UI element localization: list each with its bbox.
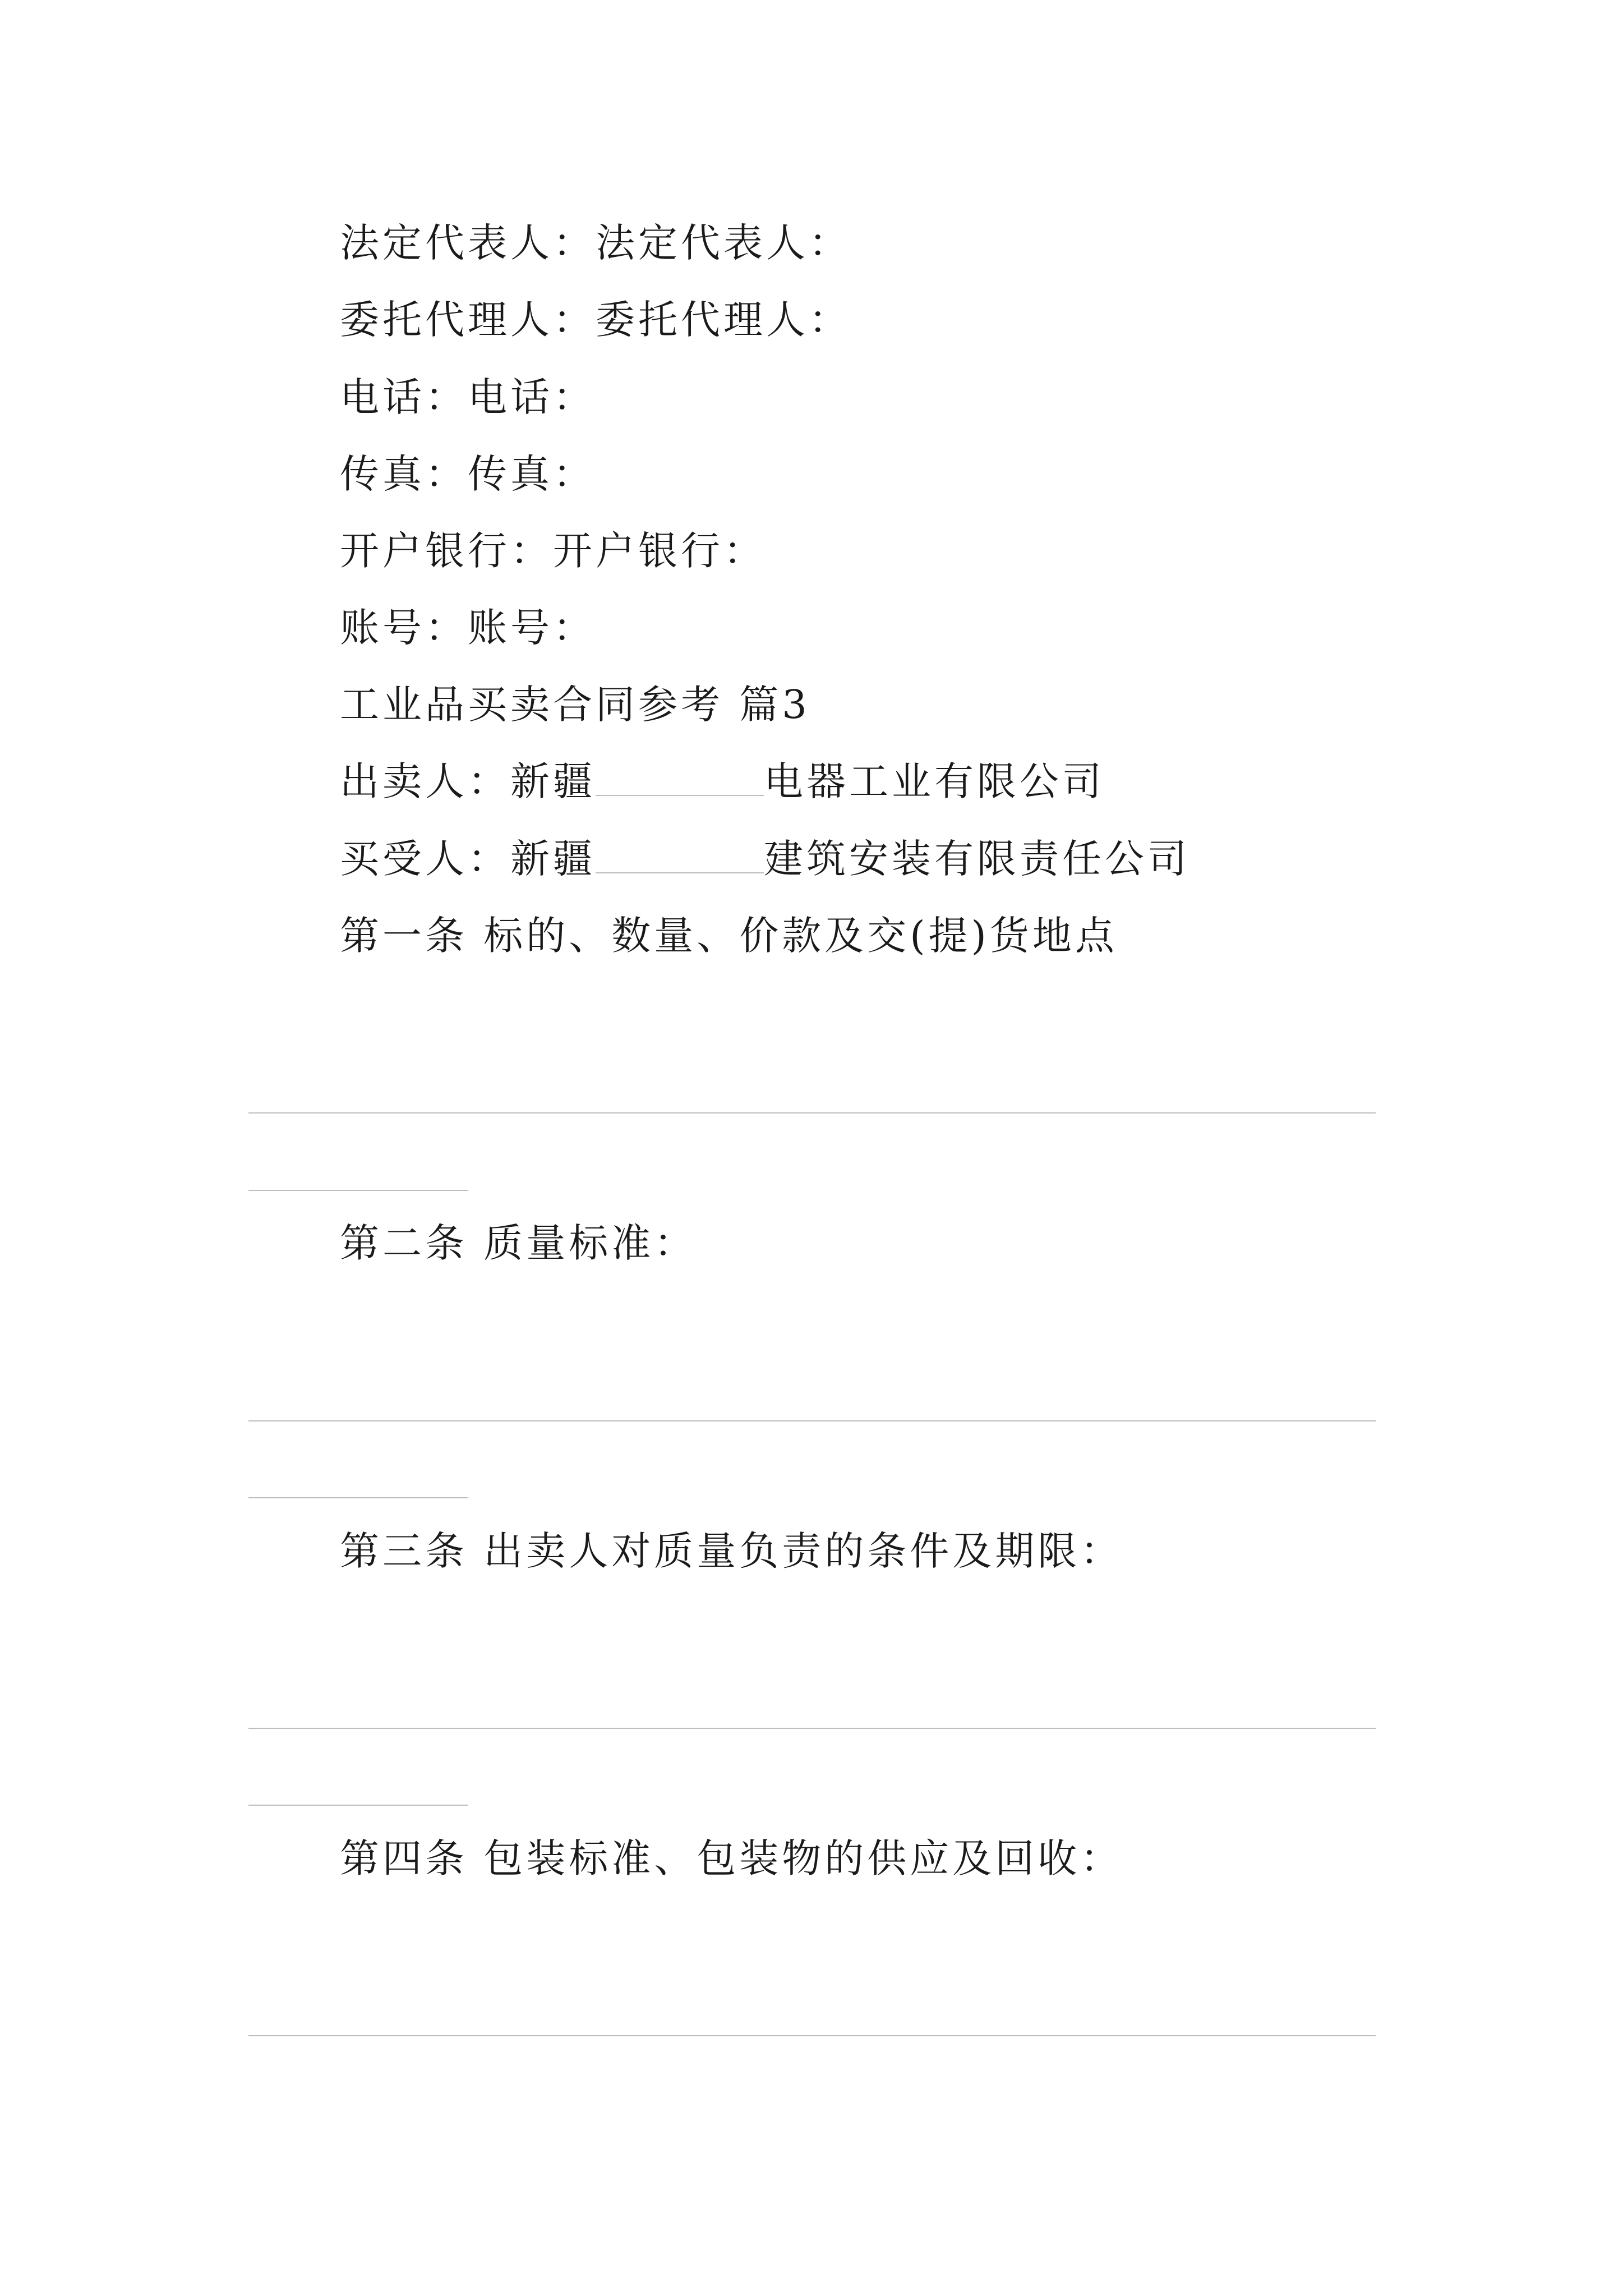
article-2: 第二条 质量标准： — [340, 1220, 697, 1266]
section-heading: 工业品买卖合同参考 篇3 — [340, 682, 810, 728]
authorized-agent-line: 委托代理人：委托代理人： — [340, 297, 851, 343]
fill-line-short — [248, 1497, 468, 1498]
buyer-line — [340, 834, 1190, 884]
phone-line: 电话：电话： — [340, 374, 596, 420]
seller-blank — [596, 761, 764, 796]
fill-line-long — [248, 1728, 1376, 1729]
fill-line-short — [248, 1805, 468, 1806]
article-1: 第一条 标的、数量、价款及交(提)货地点 — [340, 913, 1118, 959]
fill-line-long — [248, 2035, 1376, 2036]
fill-line-short — [248, 1190, 468, 1191]
article-3: 第三条 出卖人对质量负责的条件及期限： — [340, 1528, 1123, 1574]
legal-representative-line: 法定代表人：法定代表人： — [340, 220, 851, 266]
fill-line-long — [248, 1112, 1376, 1114]
buyer-suffix: 建筑安装有限责任公司 — [764, 836, 1190, 882]
bank-line: 开户银行：开户银行： — [340, 528, 766, 574]
buyer-prefix: 买受人：新疆 — [340, 836, 596, 882]
seller-suffix: 电器工业有限公司 — [764, 758, 1105, 804]
account-line: 账号：账号： — [340, 605, 596, 651]
seller-prefix: 出卖人：新疆 — [340, 758, 596, 804]
seller-line — [340, 756, 1105, 807]
article-4: 第四条 包装标准、包装物的供应及回收： — [340, 1835, 1123, 1881]
fax-line: 传真：传真： — [340, 451, 596, 497]
buyer-blank — [596, 839, 764, 873]
fill-line-long — [248, 1420, 1376, 1421]
